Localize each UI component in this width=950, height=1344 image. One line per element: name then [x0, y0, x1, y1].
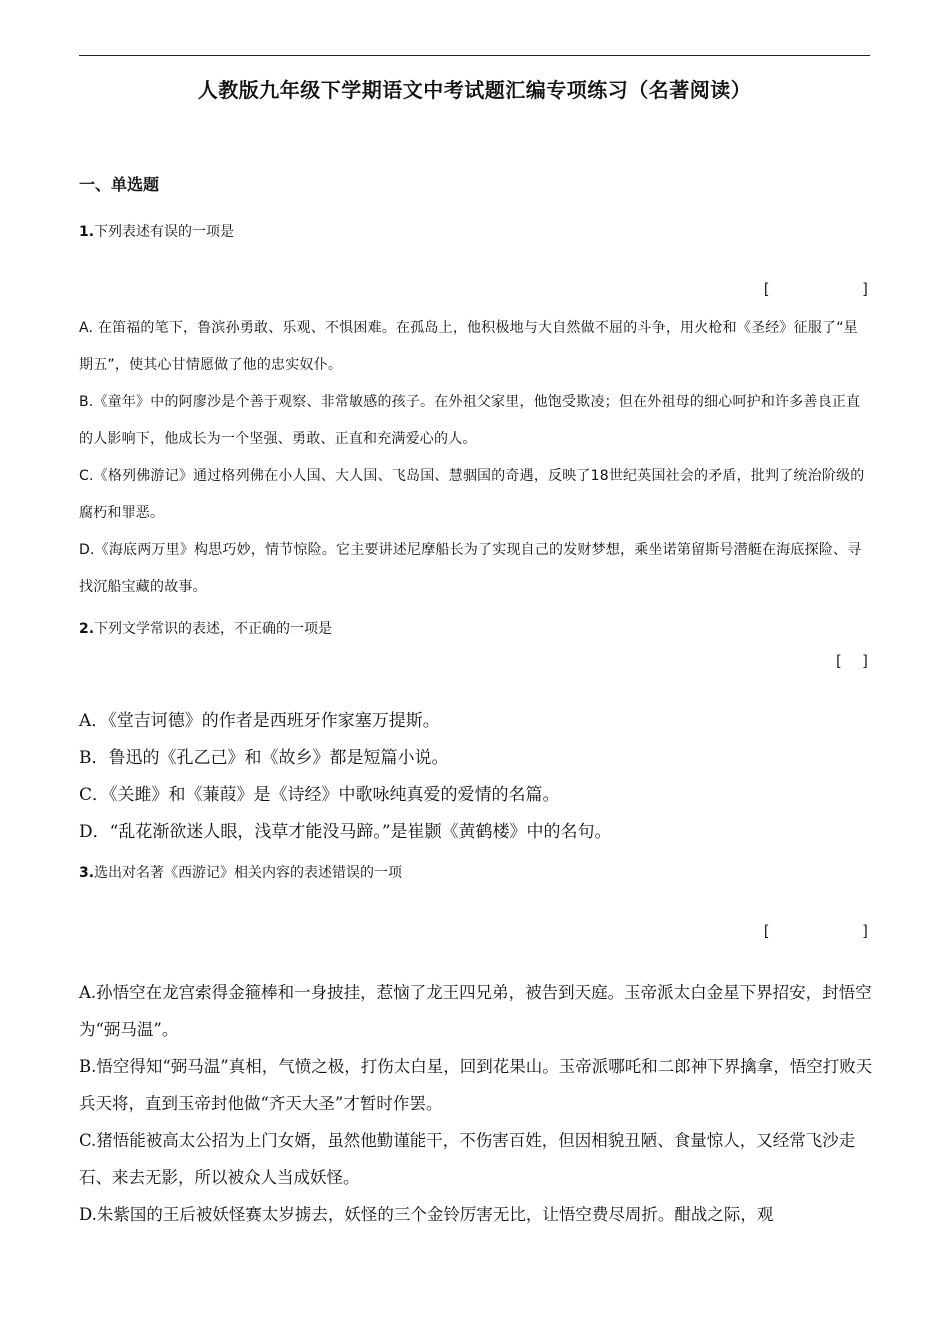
section-heading: 一、单选题: [79, 175, 160, 194]
question-3-option-d: D.朱紫国的王后被妖怪赛太岁掳去，妖怪的三个金铃厉害无比，让悟空费尽周折。酣战之际，观: [79, 1205, 774, 1224]
question-1-option-c: C.《格列佛游记》通过格列佛在小人国、大人国、飞岛国、慧骃国的奇遇，反映了18世纪英国社会的矛盾，批判了统治阶级的腐朽和罪恶。: [79, 468, 865, 521]
question-text: 下列文学常识的表述，不正确的一项是: [94, 621, 333, 637]
question-text: 选出对名著《西游记》相关内容的表述错误的一项: [94, 865, 403, 881]
question-1-option-a: A. 在笛福的笔下，鲁滨孙勇敢、乐观、不惧困难。在孤岛上，他积极地与大自然做不屈的斗争，用火枪和《圣经》征服了“星期五”，使其心甘情愿做了他的忠实奴仆。: [79, 320, 858, 373]
answer-bracket-2: [ ]: [833, 652, 870, 670]
answer-bracket-1: [ ]: [761, 280, 870, 298]
question-1-stem: [79, 221, 234, 241]
question-number: 2.: [79, 621, 95, 637]
page-title: 人教版九年级下学期语文中考试题汇编专项练习（名著阅读）: [197, 78, 752, 102]
answer-bracket-3: [ ]: [761, 922, 870, 940]
question-1-option-b: B.《童年》中的阿廖沙是个善于观察、非常敏感的孩子。在外祖父家里，他饱受欺凌；但在外祖母的细心呵护和许多善良正直的人影响下，他成长为一个坚强、勇敢、正直和充满爱心的人。: [79, 394, 861, 447]
question-3-option-a: A.孙悟空在龙宫索得金箍棒和一身披挂，惹恼了龙王四兄弟，被告到天庭。玉帝派太白金星下界招安，封悟空为“弼马温”。: [79, 983, 872, 1039]
question-number: 1.: [79, 224, 95, 240]
question-3-option-c: C.猪悟能被高太公招为上门女婿，虽然他勤谨能干，不伤害百姓，但因相貌丑陋、食量惊人，又经常飞沙走石、来去无影，所以被众人当成妖怪。: [79, 1131, 856, 1187]
question-3-stem: [79, 862, 402, 882]
question-number: 3.: [79, 865, 95, 881]
question-2-option-c: C．《关雎》和《蒹葭》是《诗经》中歌咏纯真爱的爱情的名篇。: [79, 785, 560, 805]
question-text: 下列表述有误的一项是: [94, 224, 235, 240]
question-2-option-a: A．《堂吉诃德》的作者是西班牙作家塞万提斯。: [79, 711, 440, 731]
question-2-stem: [79, 618, 332, 638]
question-2-option-b: B．鲁迅的《孔乙己》和《故乡》都是短篇小说。: [79, 748, 449, 768]
header-rule: [79, 55, 870, 56]
question-3-option-b: B.悟空得知“弼马温”真相，气愤之极，打伤太白星，回到花果山。玉帝派哪吒和二郎神下界擒拿，悟空打败天兵天将，直到玉帝封他做“齐天大圣”才暂时作罢。: [79, 1057, 873, 1113]
question-2-option-d: D．“乱花渐欲迷人眼，浅草才能没马蹄。”是崔颢《黄鹤楼》中的名句。: [79, 822, 612, 842]
question-1-option-d: D.《海底两万里》构思巧妙，情节惊险。它主要讲述尼摩船长为了实现自己的发财梦想，乘坐诺第留斯号潜艇在海底探险、寻找沉船宝藏的故事。: [79, 542, 862, 595]
